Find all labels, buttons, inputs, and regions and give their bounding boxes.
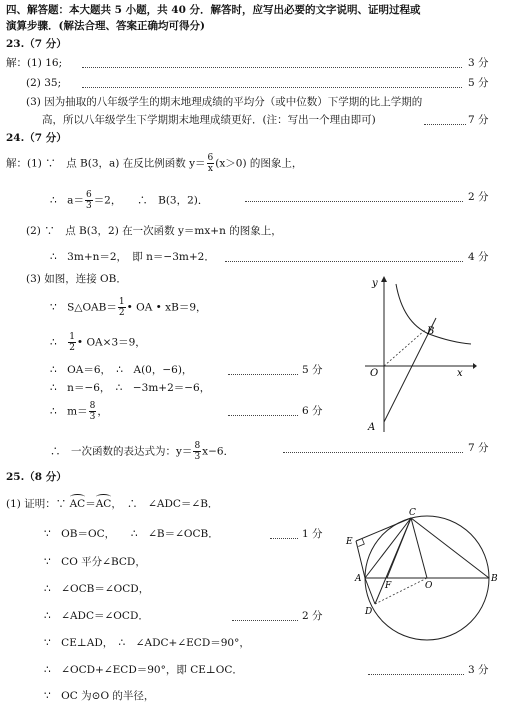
segment-ob — [384, 330, 425, 366]
fraction — [207, 153, 215, 174]
section-heading: 四、解答题：本大题共 5 小题，共 40 分．解答时，应写出必要的文字说明、证明过程或 — [6, 4, 421, 16]
step-text: 解：(1) ∵ 点 B(3，a) 在反比例函数 y＝ — [6, 157, 206, 170]
arc-ac: AC — [69, 498, 86, 510]
score: 2 分 — [468, 191, 489, 203]
fraction — [193, 441, 201, 462]
leader-dots — [368, 674, 464, 675]
leader-dots — [283, 452, 463, 453]
function-graph — [363, 272, 478, 438]
leader-dots — [82, 67, 462, 68]
numerator: 8 — [194, 441, 201, 451]
denominator: 2 — [118, 308, 125, 318]
fraction — [118, 297, 126, 318]
step-text: ∴ a＝ — [50, 194, 84, 207]
leader-dots — [232, 620, 298, 621]
chord-ca — [365, 518, 411, 578]
leader-dots — [228, 374, 298, 375]
label-e: E — [346, 537, 353, 547]
label-a: A — [355, 574, 362, 584]
section-heading-cont: 演算步骤．(解法合理、答案正确均可得分) — [6, 20, 205, 32]
q23-part2: (2) 35; — [26, 77, 62, 89]
q25-line3: ∵ CO 平分∠BCD， — [44, 556, 146, 568]
fraction — [68, 332, 76, 353]
denominator: 2 — [69, 343, 75, 353]
q24-step4: ∴ 3m+n＝2， 即 n＝−3m+2． — [50, 251, 215, 263]
q24-step2 — [50, 190, 208, 211]
denominator: 3 — [194, 452, 201, 462]
numerator: 6 — [85, 190, 92, 200]
segment-ea — [356, 541, 365, 578]
step-text: • OA • xB＝9， — [126, 301, 207, 314]
step-text: ∴ 一次函数的表达式为：y＝ — [50, 445, 193, 458]
chord-cb — [411, 518, 489, 578]
step-text: (1) 证明：∵ — [6, 498, 67, 510]
fraction — [89, 401, 97, 422]
q24-step10 — [50, 401, 108, 422]
q25-line7: ∴ ∠OCD+∠ECD＝90°，即 CE⊥OC． — [44, 664, 243, 676]
q23-part1: 解：(1) 16; — [6, 57, 63, 69]
label-f: F — [385, 581, 392, 591]
denominator: 3 — [85, 201, 92, 211]
score: 2 分 — [302, 610, 323, 622]
point-a-label: A — [368, 422, 376, 433]
q24-step1 — [6, 153, 302, 174]
q24-step5: (3) 如图，连接 OB． — [26, 273, 127, 285]
segment-co — [411, 518, 427, 578]
label-o: O — [425, 581, 433, 591]
score: 4 分 — [468, 251, 489, 263]
x-axis-arrow — [473, 363, 477, 369]
step-text: ， ∴ ∠ADC＝∠B． — [111, 498, 219, 510]
q24-title: 24.（7 分） — [6, 132, 67, 144]
y-axis-label: y — [372, 278, 378, 289]
step-text: • OA×3＝9， — [76, 336, 146, 349]
leader-dots — [424, 124, 466, 125]
q23-title: 23.（7 分） — [6, 38, 67, 50]
score: 5 分 — [302, 364, 323, 376]
q25-title: 25.（8 分） — [6, 471, 67, 483]
q25-line4: ∴ ∠OCB＝∠OCD， — [44, 583, 150, 595]
q24-step3: (2) ∵ 点 B(3，2) 在一次函数 y＝mx+n 的图象上， — [26, 225, 282, 237]
q25-line8: ∵ OC 为⊙O 的半径， — [44, 690, 155, 702]
score: 5 分 — [468, 77, 489, 89]
q25-line1 — [6, 497, 218, 511]
q24-step11 — [50, 441, 234, 462]
numerator: 8 — [89, 401, 96, 411]
q23-part3: (3) 因为抽取的八年级学生的期末地理成绩的平均分（或中位数）下学期的比上学期的 — [26, 96, 423, 108]
leader-dots — [245, 201, 463, 202]
q24-step8: ∴ OA＝6， ∴ A(0，−6)， — [50, 364, 193, 376]
step-text: ＝2， ∴ B(3，2)． — [93, 194, 209, 207]
segment-do — [375, 578, 427, 604]
q24-step6 — [50, 297, 207, 318]
q25-line2: ∵ OB＝OC， ∴ ∠B＝∠OCB． — [44, 528, 219, 540]
label-c: C — [409, 508, 416, 518]
numerator: 6 — [207, 153, 214, 163]
leader-dots — [228, 415, 298, 416]
leader-dots — [270, 538, 298, 539]
step-text: ∴ m＝ — [50, 405, 88, 418]
q24-step7 — [50, 332, 146, 353]
score: 3 分 — [468, 664, 489, 676]
score: 7 分 — [468, 442, 489, 454]
x-axis-label: x — [457, 368, 463, 379]
leader-dots — [82, 87, 462, 88]
step-text: x−6． — [202, 445, 235, 458]
leader-dots — [225, 261, 463, 262]
q24-step9: ∴ n＝−6， ∴ −3m+2＝−6， — [50, 382, 211, 394]
step-text: ， — [97, 405, 108, 418]
q25-line6: ∵ CE⊥AD， ∴ ∠ADC+∠ECD＝90°， — [44, 637, 250, 649]
denominator: 3 — [89, 412, 96, 422]
circle-diagram — [343, 506, 503, 652]
fraction — [85, 190, 93, 211]
arc-ac: AC — [95, 498, 112, 510]
step-text: ＝ — [85, 498, 96, 510]
numerator: 1 — [69, 332, 75, 342]
q23-part3-cont: 高，所以八年级学生下学期期末地理成绩更好．(注：写出一个理由即可) — [42, 114, 376, 126]
label-d: D — [365, 607, 373, 617]
label-b: B — [491, 574, 498, 584]
point-b-label: B — [427, 326, 435, 337]
step-text: (x＞0) 的图象上， — [215, 157, 303, 170]
origin-label: O — [370, 368, 379, 379]
score: 3 分 — [468, 57, 489, 69]
y-axis-arrow — [381, 276, 387, 282]
step-text: ∴ — [50, 336, 68, 349]
q25-line5: ∴ ∠ADC＝∠OCD． — [44, 610, 149, 622]
score: 6 分 — [302, 405, 323, 417]
numerator: 1 — [118, 297, 125, 307]
score: 7 分 — [468, 114, 489, 126]
score: 1 分 — [302, 528, 323, 540]
step-text: ∵ S△OAB＝ — [50, 301, 117, 314]
denominator: x — [207, 164, 213, 174]
